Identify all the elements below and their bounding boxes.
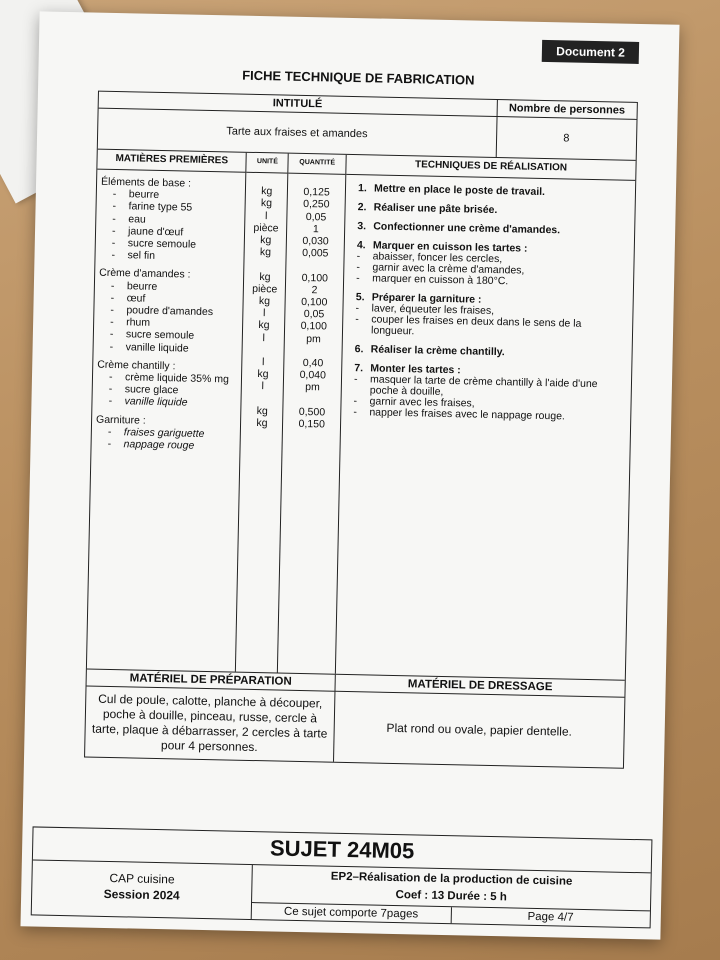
ingredient-group-title: Crème chantilly : bbox=[97, 358, 176, 373]
materiel-preparation bbox=[85, 670, 336, 762]
substep-text: napper les fraises avec le nappage rouge. bbox=[369, 406, 566, 423]
substep-text: masquer la tarte de crème chantilly à l'aide d'une poche à douille, bbox=[369, 373, 598, 398]
coef-label: Coef : 13 Durée : 5 h bbox=[395, 889, 507, 904]
substep-text: couper les fraises en deux dans le sens de la longueur. bbox=[370, 313, 582, 338]
ingredient-name: - eau bbox=[100, 212, 245, 227]
technique-step bbox=[357, 220, 628, 238]
dress-label: MATÉRIEL DE DRESSAGE bbox=[336, 675, 625, 698]
ingredient-name: - crème liquide 35% mg bbox=[97, 371, 242, 386]
ingredient-quantity: 0,040 bbox=[299, 369, 327, 382]
spacer bbox=[287, 259, 344, 272]
ingredient-quantity: 0,500 bbox=[298, 405, 326, 419]
technique-step bbox=[356, 239, 628, 290]
session-label: Session 2024 bbox=[103, 886, 180, 903]
ingredient-quantity: 0,150 bbox=[298, 417, 326, 431]
techniques-header: TECHNIQUES DE RÉALISATION bbox=[346, 155, 635, 181]
technique-step bbox=[353, 362, 625, 424]
ingredient-unit: l bbox=[261, 380, 265, 393]
materiel-section bbox=[85, 670, 625, 768]
ingredient-name: - vanille liquide bbox=[98, 340, 243, 355]
spacer bbox=[285, 344, 342, 357]
step-heading bbox=[358, 201, 629, 219]
ingredient-quantity: 0,05 bbox=[303, 308, 325, 321]
step-heading bbox=[358, 182, 629, 200]
recipe-columns bbox=[87, 150, 636, 681]
ingredient-quantity: 0,100 bbox=[301, 295, 328, 309]
page-number: Page 4/7 bbox=[527, 910, 574, 924]
ingredient-name: - sucre glace bbox=[97, 383, 242, 398]
ingredient-unit: kg bbox=[258, 319, 270, 332]
ingredient-unit: kg bbox=[260, 234, 272, 247]
epreuve-label: EP2–Réalisation de la production de cuisine bbox=[330, 870, 573, 888]
pages-count: Ce sujet comporte 7pages bbox=[252, 903, 452, 923]
exam-details bbox=[252, 865, 651, 927]
persons-count: 8 bbox=[563, 132, 570, 145]
ingredients-column bbox=[87, 150, 247, 672]
step-heading bbox=[357, 220, 628, 238]
technique-step bbox=[358, 201, 629, 219]
dash-bullet: - bbox=[355, 302, 360, 315]
ingredient-quantity: 0,250 bbox=[303, 198, 330, 211]
step-number: 2. bbox=[357, 201, 367, 214]
ingredient-unit: kg bbox=[260, 197, 273, 210]
ingredient-unit: kg bbox=[261, 185, 273, 198]
ingredient-quantity: 0,100 bbox=[300, 320, 328, 333]
step-number: 3. bbox=[357, 220, 367, 233]
page-title: FICHE TECHNIQUE DE FABRICATION bbox=[242, 67, 475, 88]
ingredient-unit: kg bbox=[259, 246, 272, 259]
substep-text: garnir avec les fraises, bbox=[369, 395, 475, 410]
materiel-dressage bbox=[334, 675, 625, 768]
ingredient-name: - farine type 55 bbox=[100, 200, 245, 215]
substep-text: garnir avec la crème d'amandes, bbox=[372, 261, 525, 277]
prep-text: Cul de poule, calotte, planche à découper, poche à douille, pinceau, russe, cercle à tarte, plaque à débarrasser, 2 cercles à tarte pour 4 personnes. bbox=[91, 691, 328, 755]
ingredient-name: - vanille liquide bbox=[96, 395, 241, 410]
ingredient-name: - jaune d'œuf bbox=[100, 225, 245, 240]
step-title: Préparer la garniture : bbox=[371, 291, 482, 306]
ingredient-name: - fraises gariguette bbox=[96, 426, 241, 441]
ingredient-unit: l bbox=[264, 209, 268, 222]
technique-steps bbox=[341, 182, 635, 424]
footer-row bbox=[32, 860, 651, 927]
spacer bbox=[243, 344, 284, 357]
exam-level bbox=[32, 860, 253, 919]
ingredient-unit: kg bbox=[259, 270, 271, 283]
ingredient-quantity: pm bbox=[305, 381, 320, 394]
ingredient-unit: kg bbox=[258, 295, 271, 308]
ingredient-quantity: 0,125 bbox=[303, 186, 330, 199]
technique-step bbox=[355, 291, 627, 342]
exam-footer bbox=[31, 826, 653, 928]
ingredient-quantity: 0,05 bbox=[305, 210, 327, 224]
ingredient-name: - nappage rouge bbox=[95, 438, 240, 453]
cap-label: CAP cuisine bbox=[109, 871, 175, 887]
dash-bullet: - bbox=[355, 313, 359, 326]
unit-list bbox=[241, 173, 287, 430]
spacer bbox=[245, 258, 286, 271]
ingredient-unit: pièce bbox=[252, 282, 278, 296]
dress-text: Plat rond ou ovale, papier dentelle. bbox=[386, 720, 573, 739]
step-title: Réaliser une pâte brisée. bbox=[373, 201, 498, 217]
step-title: Monter les tartes : bbox=[370, 362, 461, 377]
ingredient-name: - beurre bbox=[101, 188, 246, 203]
ingredient-quantity: 1 bbox=[312, 222, 319, 236]
techniques-column bbox=[336, 155, 636, 680]
matieres-header: MATIÈRES PREMIÈRES bbox=[97, 150, 246, 173]
ingredient-quantity: 0,40 bbox=[302, 356, 324, 370]
spacer bbox=[288, 174, 345, 187]
spacer bbox=[246, 173, 287, 186]
step-number: 5. bbox=[355, 291, 365, 304]
sujet-code: SUJET 24M05 bbox=[33, 827, 652, 873]
ingredient-name: - œuf bbox=[99, 292, 244, 307]
ingredient-unit: kg bbox=[256, 417, 268, 430]
prep-label: MATÉRIEL DE PRÉPARATION bbox=[87, 670, 335, 692]
ingredient-name: - sucre semoule bbox=[100, 237, 245, 252]
step-number: 7. bbox=[354, 362, 364, 375]
spacer bbox=[284, 393, 341, 406]
dash-bullet: - bbox=[356, 250, 361, 263]
substep-text: abaisser, foncer les cercles, bbox=[372, 250, 503, 266]
substep-text: laver, équeuter les fraises, bbox=[371, 302, 495, 317]
quantity-column bbox=[278, 154, 347, 674]
quantity-list bbox=[283, 174, 345, 431]
intitule-label: INTITULÉ bbox=[99, 92, 498, 116]
step-title: Mettre en place le poste de travail. bbox=[373, 182, 546, 199]
ingredient-name: - poudre d'amandes bbox=[98, 304, 243, 319]
ingredient-unit: l bbox=[262, 307, 266, 320]
ingredient-name: - rhum bbox=[98, 316, 243, 331]
ingredient-unit: kg bbox=[256, 404, 268, 418]
step-title: Confectionner une crème d'amandes. bbox=[373, 220, 561, 237]
dash-bullet: - bbox=[353, 406, 358, 419]
recipe-table bbox=[84, 91, 638, 769]
ingredient-group-title: Éléments de base : bbox=[100, 175, 192, 190]
substep-text: marquer en cuisson à 180°C. bbox=[372, 272, 509, 288]
document-badge: Document 2 bbox=[542, 40, 639, 64]
ingredient-unit: l bbox=[261, 356, 265, 369]
document-sheet bbox=[20, 11, 679, 939]
ingredient-unit: pièce bbox=[253, 221, 279, 235]
ingredient-quantity: 0,005 bbox=[302, 247, 329, 260]
ingredient-name: - sucre semoule bbox=[98, 328, 243, 343]
ingredient-group-title: Crème d'amandes : bbox=[99, 267, 191, 282]
dash-bullet: - bbox=[353, 373, 358, 386]
ingredient-unit: l bbox=[262, 331, 266, 344]
step-number: 6. bbox=[354, 343, 364, 356]
ingredient-quantity: pm bbox=[306, 332, 321, 345]
step-number: 1. bbox=[357, 182, 367, 195]
unite-header: UNITÉ bbox=[247, 153, 288, 174]
ingredient-list bbox=[91, 176, 245, 453]
persons-label: Nombre de personnes bbox=[508, 102, 626, 117]
dash-bullet: - bbox=[353, 395, 358, 408]
step-title: Marquer en cuisson les tartes : bbox=[372, 239, 528, 255]
step-title: Réaliser la crème chantilly. bbox=[370, 343, 505, 359]
ingredient-quantity: 0,100 bbox=[301, 271, 329, 285]
ingredient-quantity: 2 bbox=[311, 283, 318, 297]
ingredient-group-title: Garniture : bbox=[95, 413, 146, 427]
spacer bbox=[242, 392, 283, 405]
dish-name: Tarte aux fraises et amandes bbox=[98, 109, 497, 157]
step-number: 4. bbox=[356, 239, 366, 252]
dash-bullet: - bbox=[356, 261, 361, 274]
dash-bullet: - bbox=[356, 272, 360, 285]
step-heading bbox=[355, 343, 626, 361]
quantite-header: QUANTITÉ bbox=[289, 154, 346, 175]
ingredient-quantity: 0,030 bbox=[302, 234, 329, 248]
technique-step bbox=[358, 182, 629, 200]
ingredient-name: - beurre bbox=[99, 279, 244, 294]
ingredient-name: - sel fin bbox=[99, 249, 244, 264]
ingredient-unit: kg bbox=[257, 368, 269, 381]
technique-step bbox=[355, 343, 626, 361]
step-substep bbox=[355, 314, 626, 342]
